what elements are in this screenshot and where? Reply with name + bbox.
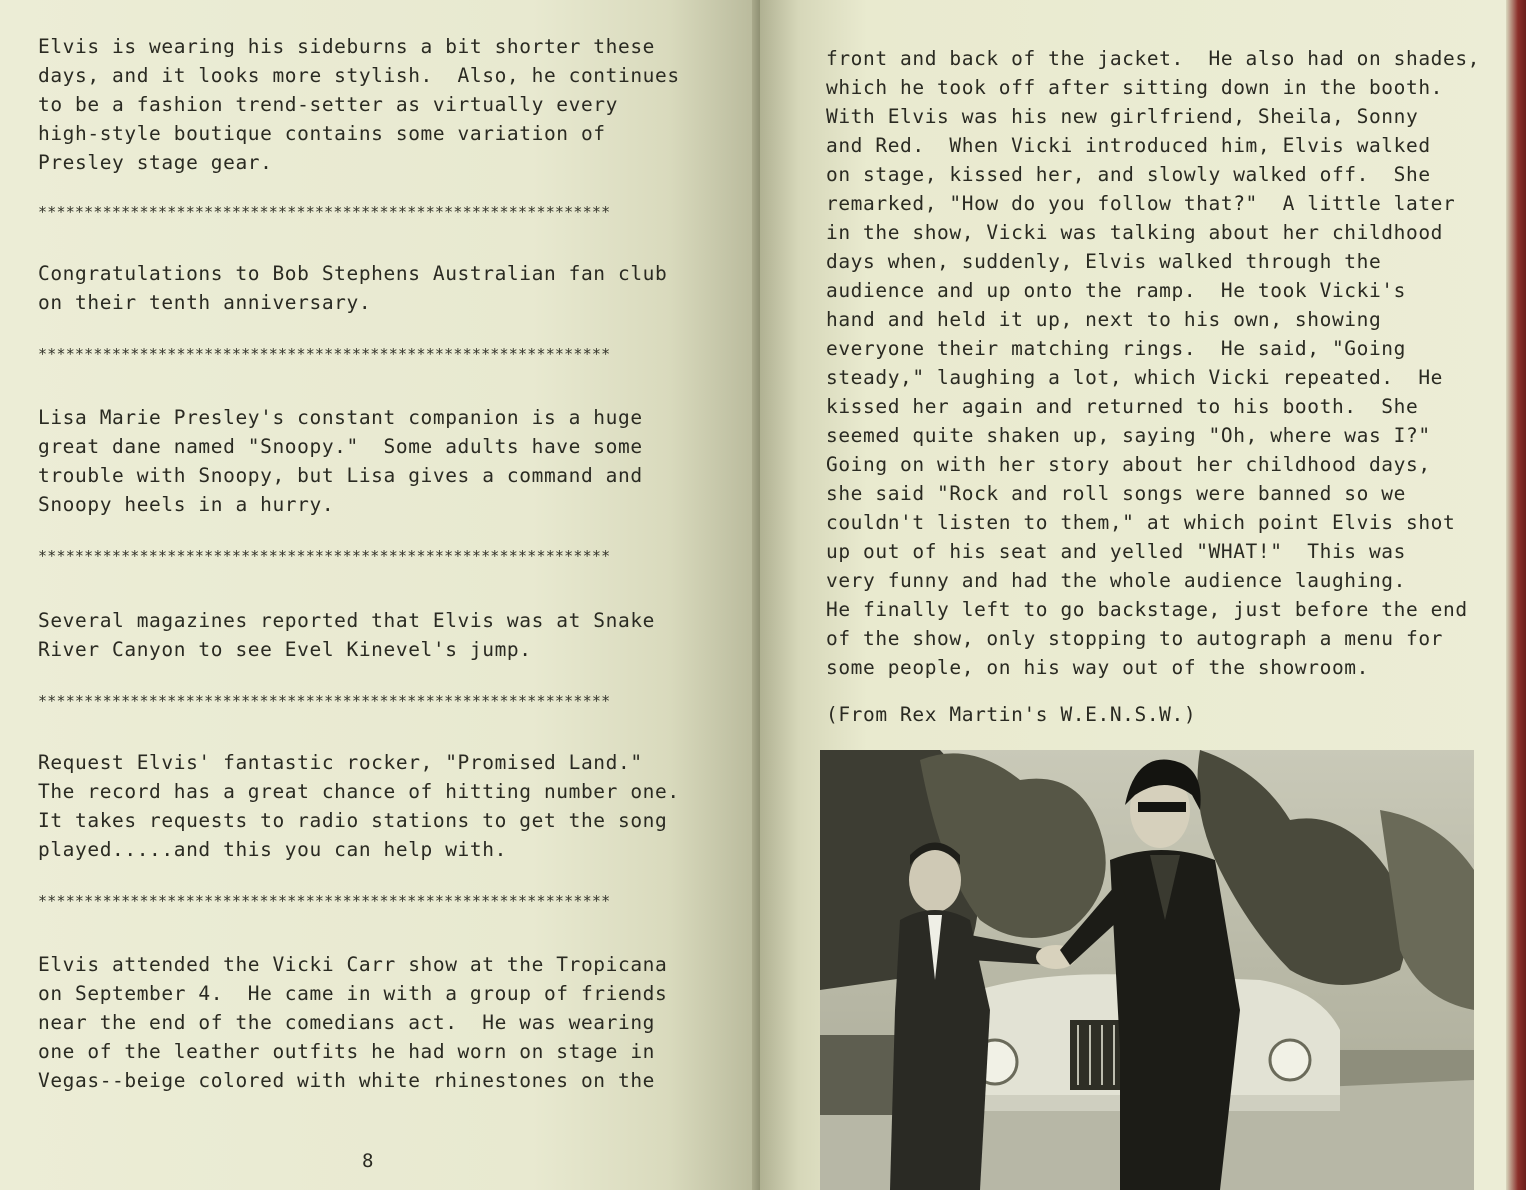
separator-4: ************************************************************** (38, 692, 611, 710)
photo-handshake (820, 750, 1474, 1190)
paragraph-sideburns: Elvis is wearing his sideburns a bit shorter these days, and it looks more stylish. Also, he continues to be a fashion trend-setter as virtually every high-style boutique contains some variation of Presley stage gear. (38, 35, 680, 174)
paragraph-promised-land: Request Elvis' fantastic rocker, "Promised Land." The record has a great chance of hitting number one. It takes requests to radio stations to get the song played.....and this you can help with. (38, 751, 680, 861)
page-number: 8 (362, 1150, 374, 1172)
separator-3: ************************************************************** (38, 547, 611, 565)
separator-2: ************************************************************** (38, 345, 611, 363)
paragraph-fan-club: Congratulations to Bob Stephens Australian fan club on their tenth anniversary. (38, 262, 668, 314)
photo-handshake-image (820, 750, 1474, 1190)
separator-1: ************************************************************** (38, 203, 611, 221)
source-credit: (From Rex Martin's W.E.N.S.W.) (826, 703, 1197, 726)
paragraph-vicki-carr: Elvis attended the Vicki Carr show at the Tropicana on September 4. He came in with a group of friends near the end of the comedians act. He was wearing one of the leather outfits he had worn on stage in Vegas--beige colored with white rhinestones on the (38, 953, 668, 1092)
paragraph-snoopy: Lisa Marie Presley's constant companion is a huge great dane named "Snoopy." Some adults have some trouble with Snoopy, but Lisa gives a command and Snoopy heels in a hurry. (38, 406, 643, 516)
separator-5: ************************************************************** (38, 892, 611, 910)
book-cover-edge (1506, 0, 1526, 1190)
paragraph-continued-story: front and back of the jacket. He also had on shades, which he took off after sitting down in the booth. With Elvis was his new girlfriend, Sheila, Sonny and Red. When Vicki introduced him, Elvis walked on stage, kissed her, and slowly walked off. She remarked, "How do you follow that?" A little later in the show, Vicki was talking about her childhood days when, suddenly, Elvis walked through the audience and up onto the ramp. He took Vicki's hand and held it up, next to his own, showing everyone their matching rings. He said, "Going steady," laughing a lot, which Vicki repeated. He kissed her again and returned to his booth. She seemed quite shaken up, saying "Oh, where was I?" Going on with her story about her childhood days, she said "Rock and roll songs were banned so we couldn't listen to them," at which point Elvis shot up out of his seat and yelled "WHAT!" This was very funny and had the whole audience laughing. He finally left to go backstage, just before the end of the show, only stopping to autograph a menu for some people, on his way out of the showroom. (826, 47, 1481, 679)
paragraph-snake-river: Several magazines reported that Elvis was at Snake River Canyon to see Evel Kinevel's jump. (38, 609, 655, 661)
left-page (0, 0, 760, 1190)
